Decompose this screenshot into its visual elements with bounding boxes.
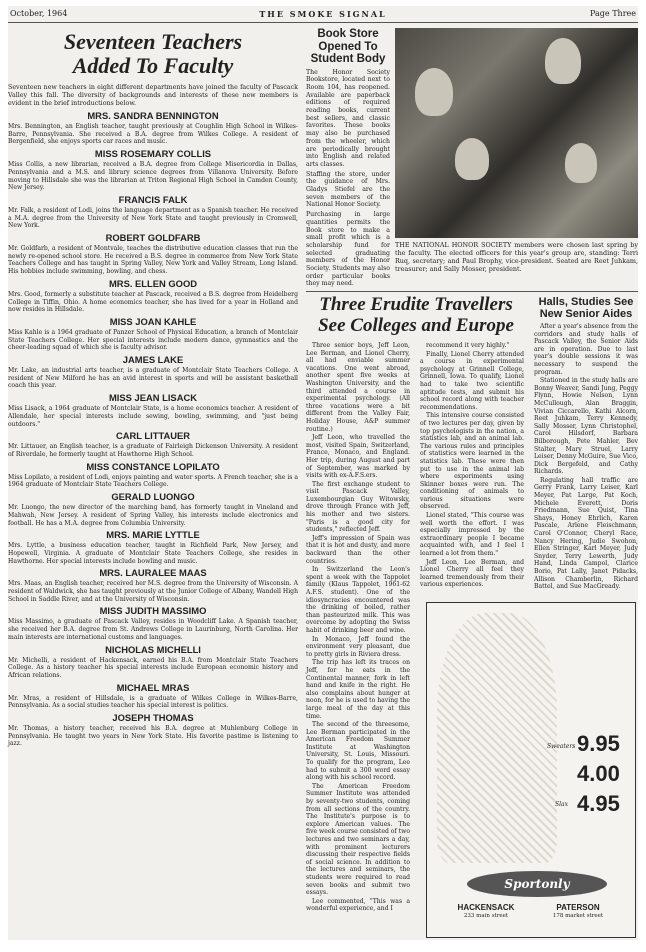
travellers-para: Three senior boys, Jeff Leon, Lee Berman, and Lionel Cherry, all had enviable summer vacations. One went abroad, another spent five weeks at Washington University, and the third attended a course in experimental psychology. (All three vacations were a bit different from the Valley Fair, Holiday House, A&P summer routine.) xyxy=(306,342,410,433)
travellers-para: The trip has left its traces on Jeff, for he eats in the Continental manner, fork in left hand and knife in the right. He also complains about hunger at noon, for he is used to having the large meal of the day at this time. xyxy=(306,659,410,720)
ad-label-slax: Slax xyxy=(555,801,568,808)
page-number: Page Three xyxy=(590,9,636,18)
photo-caption: THE NATIONAL HONOR SOCIETY members were chosen last spring by the faculty. The elected officers for this year's group are, standing: Terri Ruq, secretary; and Paul Brophy, vice-president. Seated are Reet Juhkam, treasurer; and Sally Mosser, president. xyxy=(395,241,638,273)
teacher-name: MISS JEAN LISACK xyxy=(108,392,198,404)
halls-para: Regulating hall traffic are Gerry Frank, Larry Leiser, Karl Meyer, Pat Large, Pat Koch, Michele Everett, Doris Friedmann, Sue Quist, Tina Shays, Honey Ehrlich, Karen Pascale, Arlene Fleischmann, Carol O'Connor, Cheryl Race, Nancy Hering, Judie Swohon, Ellen Stringer, Karl Meyer, Judy Snyder, Terry Lewerth, Judy Hand, Linda Campol, Clarice Borio, Pat Lally, Janet Pidacks, Allison Chamberlin, Richard Battel, and Sue MacGready. xyxy=(534,476,638,591)
honor-society-photo xyxy=(395,28,638,238)
ad-illustration xyxy=(437,613,557,863)
teacher-name: MRS. SANDRA BENNINGTON xyxy=(87,110,219,121)
teacher-name: MRS. LAURALEE MAAS xyxy=(99,567,207,579)
teacher-bio: Mr. Falk, a resident of Lodi, joins the language department as a Spanish teacher. He received a M.A. degree from the University of New York State and taught previously in Cromwell, New York. xyxy=(8,206,298,230)
teacher-bio: Miss Kahle is a 1964 graduate of Panzer School of Physical Education, a branch of Montclair State Teachers College. Her special interests include modern dance, gymnastics and the cheer-leading squad of which she is faculty advisor. xyxy=(8,328,298,352)
teacher-bio: Miss Collis, a new librarian, received a B.A. degree from College Misericordia in Dallas, Pennsylvania and a M.S. and library science degrees from Villanova University. Before moving to Hillsdale she was the librarian at Triton Regional High School in Camden County, New Jersey. xyxy=(8,161,298,192)
teacher-bio: Mrs. Maas, an English teacher, received her M.S. degree from the University of Wisconsin. A resident of Waldwick, she has taught previously at the Junior College of Albany, Wandell High School in Saddle River, and at the University of Wisconsin. xyxy=(8,580,298,603)
travellers-para: The first exchange student to visit Pascack Valley, Luxembourgian Guy Witowsky, drove through France with Jeff, his mother and two sisters. "Paris is a good city for students," reflected Jeff. xyxy=(306,480,410,534)
travellers-column-2 xyxy=(420,342,524,589)
travellers-para: The American Freedom Summer Institute was attended by seventy-two students, coming from all sections of the country. The Institute's purpose is to explore American values. The five week course consisted of two lectures and two seminars a day, with prominent lecturers discussing their respective fields of social science. In addition to the lectures and seminars, the students were required to read seven books and submit two essays. xyxy=(306,782,410,897)
travellers-para: Jeff's impression of Spain was that it is hot and dusty, and more backward than the other countries. xyxy=(306,534,410,565)
teacher-name: MISS ROSEMARY COLLIS xyxy=(94,148,212,160)
teacher-name: MISS JUDITH MASSIMO xyxy=(99,605,207,617)
teacher-name: JAMES LAKE xyxy=(122,354,184,366)
section-divider xyxy=(306,291,638,292)
travellers-headline: Three Erudite Travellers See Colleges and Europe xyxy=(318,294,514,336)
teacher-bio: Miss Massimo, a graduate of Pascack Valley, resides in Woodcliff Lake. A Spanish teacher, she received her B.A. degree from St. Andrews College in Laurinburg, North Carolina. Her main interests are international customs and languages. xyxy=(8,618,298,641)
teacher-bio: Mr. Luongo, the new director of the marching band, has formerly taught in Vineland and Mahwah, New Jersey. A resident of Spring Valley, his interests include electronics and football. He has a M.A. degree from Columbia University. xyxy=(8,504,298,527)
travellers-para: Lionel stated, "This course was well worth the effort. I was especially impressed by the extraordinary people I became acquainted with, and I feel I learned a lot from them." xyxy=(420,512,524,558)
store-hackensack: HACKENSACK xyxy=(457,903,515,912)
travellers-para: recommend it very highly." xyxy=(426,342,510,349)
teacher-name: MISS JOAN KAHLE xyxy=(109,315,197,327)
store-logo: Sportonly xyxy=(467,871,607,897)
teacher-bio: Mr. Goldfarb, a resident of Montvale, teaches the distributive education classes that run the newly re-opened school store. He received a B.S. degree in commerce from New York State Teachers College and has taught in Spring Valley, New York and Valley Stream, Long Island. His hobbies include swimming, bowling, and chess. xyxy=(8,245,298,276)
teacher-bio: Mrs. Lyttle, a business education teacher, taught in Richfield Park, New Jersey, and Hopewell, Virginia. A graduate of Montclair State Teachers College, she resides in Hawthorne. Her special interests include bowling and music. xyxy=(8,542,298,565)
clothing-advertisement xyxy=(426,602,636,938)
bookstore-para: The Honor Society Bookstore, located next to Room 104, has reopened. Available are paperback editions of required reading books, current best sellers, and classic favorites. These books may also be purchased from the wheeler, which are periodically brought into English and related arts classes. xyxy=(306,68,390,168)
bookstore-para: Staffing the store, under the guidance of Mrs. Gladys Stiefel are the seven members of the National Honor Society. xyxy=(306,170,390,209)
bookstore-para: Purchasing in large quantities permits the Book store to make a small profit which is a scholarship fund for selected graduating members of the Honor Society. Students may also order particular books they may need. xyxy=(306,211,390,288)
newspaper-page xyxy=(8,6,638,940)
halls-para: Stationed in the study halls are Bonny Weaver, Sandi Jung, Peggy Flynn, Howie Nelson, Lynn McCullough, Alan Braggin, Vivian Ciccarello, Kathi Alcorn, Reet Juhkam, Terry Kennedy, Sally Mosser, Lynn Christophel, Carol Hilsdorf, Barbara Bilborough, Pete Mahler, Bev Stalter, Mary Struel, Larry Leiser, Denny McGuire, Sue Vico, Dick Bergefeld, and Cathy Richards. xyxy=(534,377,638,476)
teacher-bio: Mr. Littauer, an English teacher, is a graduate of Fairleigh Dickenson University. A resident of Riverdale, he formerly taught at Hawthorne High School. xyxy=(8,443,298,458)
teacher-bio: Mr. Thomas, a history teacher, received his B.A. degree at Muhlenburg College in Pennsylvania. He taught two years in New York State. His favorite pastime is listening to jazz. xyxy=(8,725,298,748)
teacher-name: ROBERT GOLDFARB xyxy=(105,232,201,244)
travellers-para: Lee commented, "This was a wonderful experience, and I xyxy=(306,897,410,913)
teacher-name: MICHAEL MRAS xyxy=(116,681,190,693)
travellers-para: In Switzerland the Leon's spent a week with the Tappolet family (Klaus Tappolet, 1961-62 A.F.S. student). One of the idiosyncracies encountered was the drinking of boiled, rather than pasteurized milk. This was overcome by adopting the Swiss habit of drinking beer and wine. xyxy=(306,566,410,634)
teacher-name: NICHOLAS MICHELLI xyxy=(105,643,201,655)
ad-price-2: 4.00 xyxy=(577,761,620,786)
teacher-bio: Miss Lopilato, a resident of Lodi, enjoys painting and water sports. A French teacher, she is a 1964 graduate of Montclair State Teachers College. xyxy=(8,473,298,489)
address-paterson: 178 market street xyxy=(552,913,604,919)
teacher-bio: Mr. Michelli, a resident of Hackensack, earned his B.A. from Montclair State Teachers College. As a history teacher his special interests include European economic history and African relations. xyxy=(8,656,298,679)
store-paterson: PATERSON xyxy=(556,903,600,912)
teacher-bio: Mr. Lake, an industrial arts teacher, is a graduate of Montclair State Teachers College. A resident of New Milford he has an avid interest in sports and will be assistant basketball coach this year. xyxy=(8,367,298,390)
teacher-name: JOSEPH THOMAS xyxy=(112,712,194,724)
ad-label-sweaters: Sweaters xyxy=(547,743,576,750)
teacher-bio: Mr. Mras, a resident of Hillsdale, is a graduate of Wilkes College in Wilkes-Barre, Pennsylvania. As a social studies teacher his special interest is politics. xyxy=(8,694,298,710)
paper-title: THE SMOKE SIGNAL xyxy=(259,9,387,19)
travellers-para: In Monaco, Jeff found the environment very pleasant, due to pretty girls in Riviera dress. xyxy=(306,635,410,658)
ad-price-1: 9.95 xyxy=(577,731,620,756)
teachers-headline: Seventeen Teachers Added To Faculty xyxy=(63,29,243,78)
travellers-column-1 xyxy=(306,342,410,938)
halls-para: After a year's absence from the corridors and study halls of Pascack Valley, the Senior Aids are in operation. Due to last year's double sessions it was necessary to suspend the program. xyxy=(534,323,638,376)
teachers-intro: Seventeen new teachers in eight different departments have joined the faculty of Pascack Valley this fall. The diversity of backgrounds and interests of these new members is evident in the brief introductions below. xyxy=(8,84,298,107)
teacher-name: MRS. ELLEN GOOD xyxy=(108,277,198,289)
teachers-article xyxy=(8,28,298,940)
teacher-name: MISS CONSTANCE LOPILATO xyxy=(86,460,220,472)
teacher-list xyxy=(8,111,298,748)
masthead xyxy=(8,8,638,23)
travellers-para: Finally, Lionel Cherry attended a course in experimental psychology at Grinnell College, Grinnell, Iowa. To qualify, Lionel had to take two scientific aptitude tests, and submit his school record along with teacher recommendations. xyxy=(420,350,524,411)
halls-article xyxy=(534,296,638,596)
teacher-name: FRANCIS FALK xyxy=(118,193,188,205)
travellers-para: Jeff Leon, who travelled the most, visited Spain, Switzerland, France, Monaco, and England. Her trip, during August and part of September, was marked by visits with ex-A.F.S.ers. xyxy=(306,434,410,480)
halls-headline: Halls, Studies See New Senior Aides xyxy=(538,296,634,320)
travellers-para: Jeff Leon, Lee Berman, and Lionel Cherry all feel they learned tremendously from their various experiences. xyxy=(420,558,524,589)
teacher-name: MRS. MARIE LYTTLE xyxy=(106,529,200,541)
teacher-name: CARL LITTAUER xyxy=(115,430,191,442)
teacher-bio: Mrs. Bennington, an English teacher, taught previously at Coughlin High School in Wilkes-Barre, Pennsylvania. She received a B.A. degree from Wilkes College. A resident of Bergenfield, she enjoys sports car races and music. xyxy=(8,123,298,146)
ad-price-3: 4.95 xyxy=(577,791,620,816)
address-hackensack: 233 main street xyxy=(463,913,509,919)
bookstore-article xyxy=(306,28,390,290)
travellers-para: The second of the threesome, Lee Berman participated in the American Freedom Summer Institute at Washington University, St. Louis, Missouri. To qualify for the program, Lee had to submit a 300 word essay along with his school record. xyxy=(306,721,410,782)
bookstore-headline: Book Store Opened To Student Body xyxy=(310,28,386,65)
teacher-name: GERALD LUONGO xyxy=(111,491,195,503)
travellers-para: This intensive course consisted of two lectures per day, given by top psychologists in the nation, a statistics lab, and an animal lab. The various rules and principles of statistics were learned in the statistics lab. These were then put to use in the animal lab where experiments using Skinner boxes were run. The conditioning of animals to various situations were observed. xyxy=(420,412,524,511)
teacher-bio: Mrs. Good, formerly a substitute teacher at Pascack, received a B.S. degree from Heidelberg College in Tiffin, Ohio. A home economics teacher, she has lived for a year in Holland and now resides in Hillsdale. xyxy=(8,290,298,314)
issue-date: October, 1964 xyxy=(10,9,68,18)
teacher-bio: Miss Lisack, a 1964 graduate of Montclair State, is a home economics teacher. A resident of Allendale, her special interests include sewing, bowling, swimming, and "just being outdoors." xyxy=(8,405,298,428)
